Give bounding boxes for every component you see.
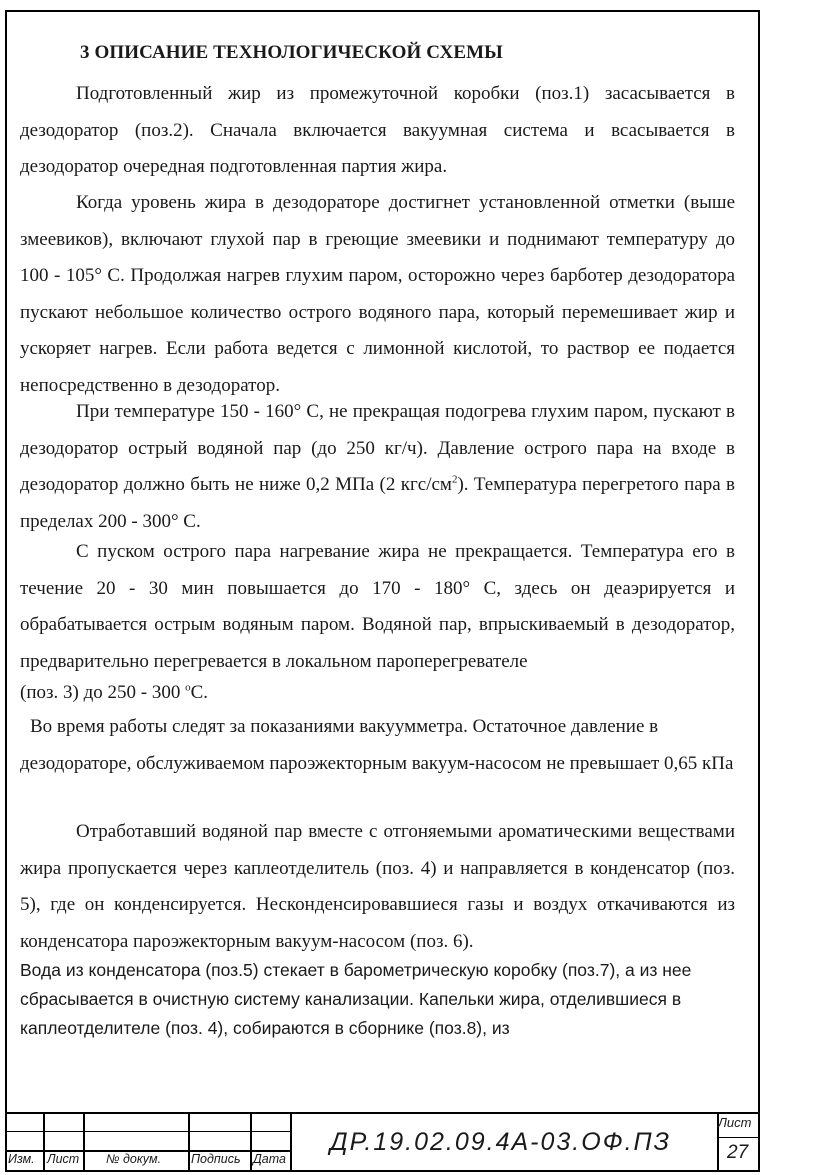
section-heading: 3 ОПИСАНИЕ ТЕХНОЛОГИЧЕСКОЙ СХЕМЫ	[80, 42, 503, 63]
col-line-1	[43, 1112, 45, 1172]
paragraph-3-text-b: ). Температура перегретого пара в пределах 200 - 300° С.	[20, 474, 735, 532]
degree-superscript: о	[185, 681, 191, 694]
paragraph-2: Когда уровень жира в дезодораторе достигнет установленной отметки (выше змеевиков), включают глухой пар в греющие змеевики и поднимают температуру до 100 - 105° С. Продолжая нагрев глухим паром, осторожно через барботер дезодоратора пускают небольшое количество острого водяного пара, который перемешивает жир и ускоряет нагрев. Если работа ведется с лимонной кислотой, то раствор ее подается непосредственно в дезодоратор.	[20, 192, 735, 396]
date-label: Дата	[253, 1152, 286, 1166]
paragraph-4-continued	[20, 675, 735, 712]
paragraph-3-text-a: При температуре 150 - 160° С, не прекращая подогрева глухим паром, пускают в дезодоратор острый водяной пар (до 250 кг/ч). Давление острого пара на входе в дезодоратор должно быть не ниже 0,2 МПа (2 кгс/см	[20, 401, 735, 495]
col-line-2	[83, 1112, 85, 1172]
doc-label: № докум.	[106, 1152, 162, 1166]
col-line-3	[188, 1112, 190, 1172]
col-line-4	[250, 1112, 252, 1172]
sheet-number: 27	[727, 1142, 749, 1163]
paragraph-6: Отработавший водяной пар вместе с отгоняемыми ароматическими веществами жира пропускается через каплеотделитель (поз. 4) и направляется в конденсатор (поз. 5), где он конденсируется. Несконденсировавшиеся газы и воздух откачиваются из конденсатора пароэжекторным вакуум-насосом (поз. 6).	[20, 821, 735, 952]
title-block-top-line	[5, 1112, 760, 1114]
superscript-2: 2	[451, 473, 458, 486]
paragraph-3	[20, 394, 735, 540]
sheet-label: Лист	[718, 1115, 752, 1130]
paragraph-7: Вода из конденсатора (поз.5) стекает в барометрическую коробку (поз.7), а из нее сбрасывается в очистную систему канализации. Капельки жира, отделившиеся в каплеотделителе (поз. 4), собираются в сборнике (поз.8), из	[20, 960, 692, 1038]
paragraph-5: Во время работы следят за показаниями вакуумметра. Остаточное давление в дезодораторе, обслуживаемом пароэжекторным вакуум-насосом не превышает 0,65 кПа	[20, 716, 734, 774]
paragraph-4-text-b: (поз. 3) до 250 - 300	[20, 682, 186, 703]
paragraph-1: Подготовленный жир из промежуточной коробки (поз.1) засасывается в дезодоратор (поз.2). Сначала включается вакуумная система и всасывается в дезодоратор очередная подготовленная партия жира.	[20, 83, 735, 177]
sheet-cell-line	[717, 1137, 760, 1138]
list-label: Лист	[47, 1152, 80, 1166]
paragraph-4	[20, 534, 735, 680]
document-number: ДР.19.02.09.4А-03.ОФ.ПЗ	[330, 1128, 671, 1156]
paragraph-4-text-a: С пуском острого пара нагревание жира не прекращается. Температура его в течение 20 - 30 мин повышается до 170 - 180° С, здесь он деаэрируется и обрабатывается острым водяным паром. Водяной пар, впрыскиваемый в дезодоратор, предварительно перегревается в локальном пароперегревателе	[20, 541, 735, 672]
col-line-5	[290, 1112, 292, 1172]
sign-label: Подпись	[191, 1152, 241, 1166]
izm-label: Изм.	[8, 1152, 35, 1166]
title-block-row-line-1	[5, 1131, 290, 1132]
paragraph-4-text-c: С.	[190, 682, 209, 703]
